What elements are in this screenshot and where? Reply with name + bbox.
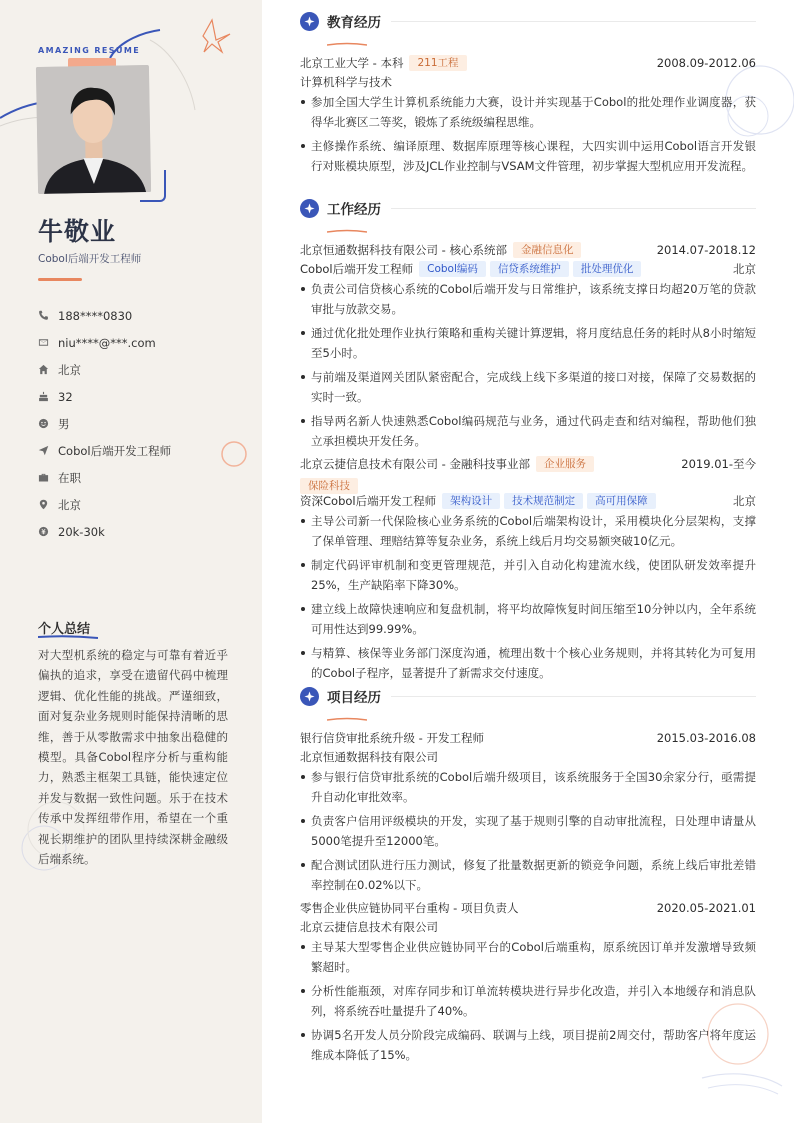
avatar-illustration [36, 65, 151, 194]
skill-tag: 架构设计 [442, 493, 500, 509]
candidate-job-title: Cobol后端开发工程师 [38, 253, 142, 265]
title-accent-bar [38, 278, 82, 281]
job-date: 2014.07-2018.12 [656, 243, 756, 258]
list-item: 配合测试团队进行压力测试，修复了批量数据更新的锁竞争问题，系统上线后审批差错率控制在0.02%以下。 [300, 855, 756, 895]
summary-underline [38, 635, 98, 639]
heading-underline [327, 717, 367, 722]
projects-section [300, 685, 756, 1069]
project-org-row [300, 918, 756, 937]
list-item: 参与银行信贷审批系统的Cobol后端升级项目，该系统服务于全国30余家分行，亟需提升自动化审批效率。 [300, 767, 756, 807]
job-entry [300, 241, 756, 451]
industry-tag: 保险科技 [300, 478, 358, 494]
work-heading: 工作经历 [327, 202, 381, 218]
project-date: 2020.05-2021.01 [656, 901, 756, 916]
education-bullets [300, 92, 756, 176]
job-bullets [300, 279, 756, 451]
list-item: 指导两名新人快速熟悉Cobol编码规范与业务，通过代码走查和结对编程，帮助他们独立承担模块开发任务。 [300, 411, 756, 451]
project-name: 零售企业供应链协同平台重构 - 项目负责人 [300, 901, 519, 916]
heading-underline [327, 42, 367, 47]
industry-tag: 企业服务 [536, 456, 594, 472]
phone-icon [38, 310, 49, 321]
info-gender [38, 410, 171, 437]
brand-label: AMAZING RESUME [38, 46, 141, 55]
education-major-row [300, 73, 756, 92]
mail-icon [38, 337, 49, 348]
job-city: 北京 [733, 261, 756, 276]
list-item: 建立线上故障快速响应和复盘机制，将平均故障恢复时间压缩至10分钟以内，全年系统可用性达到99.99%。 [300, 599, 756, 639]
info-target-job [38, 437, 171, 464]
job-bullets [300, 511, 756, 683]
industry-tag-row [296, 474, 756, 492]
profile-photo [36, 65, 151, 194]
skill-tag: 信贷系统维护 [490, 261, 569, 277]
project-entry [300, 899, 756, 1065]
job-date: 2019.01-至今 [681, 457, 756, 472]
info-text: 32 [58, 389, 73, 404]
section-header [300, 685, 756, 707]
education-header-row [300, 54, 756, 73]
info-text: 男 [58, 416, 70, 431]
contact-info-list [38, 302, 171, 545]
project-entry [300, 729, 756, 895]
job-role-row [300, 260, 756, 279]
person-icon [38, 418, 49, 429]
sidebar [0, 0, 262, 1123]
job-role-row [300, 492, 756, 511]
project-bullets [300, 937, 756, 1065]
project-header-row [300, 899, 756, 918]
list-item: 分析性能瓶颈，对库存同步和订单流转模块进行异步化改造，并引入本地缓存和消息队列，将系统吞吐量提升了40%。 [300, 981, 756, 1021]
info-text: Cobol后端开发工程师 [58, 443, 172, 458]
send-icon [38, 445, 49, 456]
school-name: 北京工业大学 - 本科 [300, 56, 404, 71]
info-phone [38, 302, 171, 329]
money-icon [38, 526, 49, 537]
list-item: 负责客户信用评级模块的开发，实现了基于规则引擎的自动审批流程，日处理申请量从5000笔提升至12000笔。 [300, 811, 756, 851]
job-entry [300, 455, 756, 683]
list-item: 主导某大型零售企业供应链协同平台的Cobol后端重构，原系统因订单并发激增导致频繁超时。 [300, 937, 756, 977]
summary-heading: 个人总结 [38, 622, 91, 637]
info-text: 20k-30k [58, 524, 105, 539]
home-icon [38, 364, 49, 375]
education-heading: 教育经历 [327, 15, 381, 31]
info-text: 在职 [58, 470, 81, 485]
section-header [300, 197, 756, 219]
sparkle-icon [300, 199, 319, 218]
list-item: 与前端及渠道网关团队紧密配合，完成线上线下多渠道的接口对接，保障了交易数据的实时一致。 [300, 367, 756, 407]
section-header [300, 10, 756, 32]
section-divider [391, 208, 756, 209]
list-item: 通过优化批处理作业执行策略和重构关键计算逻辑，将月度结息任务的耗时从8小时缩短至5小时。 [300, 323, 756, 363]
summary-text: 对大型机系统的稳定与可靠有着近乎偏执的追求，享受在遗留代码中梳理逻辑、优化性能的挑战。严谨细致，面对复杂业务规则时能保持清晰的思维，善于从零散需求中抽象出稳健的模型。具备Cobol程序分析与重构能力，熟悉主框架工具链，能快速定位并发与数据一致性问题。乐于在技术传承中发挥纽带作用，希望在一个重视长期维护的团队里持续深耕金融级后端系统。 [38, 648, 228, 867]
info-text: 北京 [58, 497, 81, 512]
education-section [300, 10, 756, 180]
photo-corner-decoration [140, 170, 166, 202]
info-text: niu****@***.com [58, 335, 156, 350]
project-org: 北京云捷信息技术有限公司 [300, 919, 438, 934]
job-city: 北京 [733, 493, 756, 508]
company-name: 北京云捷信息技术有限公司 - 金融科技事业部 [300, 457, 530, 472]
location-pin-icon [38, 499, 49, 510]
project-bullets [300, 767, 756, 895]
list-item: 负责公司信贷核心系统的Cobol后端开发与日常维护，该系统支撑日均超20万笔的贷款审批与放款交易。 [300, 279, 756, 319]
info-salary [38, 518, 171, 545]
main-content [262, 0, 794, 1123]
job-role: Cobol后端开发工程师 [300, 261, 414, 276]
info-age [38, 383, 171, 410]
heading-underline [327, 229, 367, 234]
industry-tag: 金融信息化 [513, 242, 582, 258]
list-item: 参加全国大学生计算机系统能力大赛，设计并实现基于Cobol的批处理作业调度器，获得华北赛区二等奖，锻炼了系统级编程思维。 [300, 92, 756, 132]
list-item: 主导公司新一代保险核心业务系统的Cobol后端架构设计，采用模块化分层架构，支撑了保单管理、理赔结算等复杂业务，系统上线后月均交易额突破10亿元。 [300, 511, 756, 551]
briefcase-icon [38, 472, 49, 483]
job-header-row [300, 241, 756, 260]
section-divider [391, 696, 756, 697]
major: 计算机科学与技术 [300, 74, 392, 89]
list-item: 制定代码评审机制和变更管理规范，并引入自动化构建流水线，使团队研发效率提升25%，生产缺陷率下降30%。 [300, 555, 756, 595]
project-date: 2015.03-2016.08 [656, 731, 756, 746]
projects-heading: 项目经历 [327, 690, 381, 706]
job-role: 资深Cobol后端开发工程师 [300, 493, 437, 508]
list-item: 协调5名开发人员分阶段完成编码、联调与上线，项目提前2周交付，帮助客户将年度运维成本降低了15%。 [300, 1025, 756, 1065]
info-text: 北京 [58, 362, 81, 377]
skill-tag: Cobol编码 [419, 261, 486, 277]
company-name: 北京恒通数据科技有限公司 - 核心系统部 [300, 243, 507, 258]
info-city [38, 356, 171, 383]
skill-tag: 高可用保障 [587, 493, 656, 509]
project-name: 银行信贷审批系统升级 - 开发工程师 [300, 731, 484, 746]
skill-tag: 批处理优化 [573, 261, 642, 277]
list-item: 与精算、核保等业务部门深度沟通，梳理出数十个核心业务规则，并将其转化为可复用的Cobol子程序，显著提升了新需求交付速度。 [300, 643, 756, 683]
info-text: 188****0830 [58, 308, 133, 323]
info-status [38, 464, 171, 491]
education-date: 2008.09-2012.06 [656, 56, 756, 71]
candidate-name: 牛敬业 [38, 217, 117, 246]
info-email [38, 329, 171, 356]
project-org-row [300, 748, 756, 767]
cake-icon [38, 391, 49, 402]
work-section [300, 197, 756, 687]
sparkle-icon [300, 12, 319, 31]
info-location [38, 491, 171, 518]
job-header-row [300, 455, 756, 474]
project-org: 北京恒通数据科技有限公司 [300, 749, 438, 764]
project-header-row [300, 729, 756, 748]
sparkle-icon [300, 687, 319, 706]
skill-tag: 技术规范制定 [504, 493, 583, 509]
list-item: 主修操作系统、编译原理、数据库原理等核心课程，大四实训中运用Cobol语言开发银行对账模块原型，涉及JCL作业控制与VSAM文件管理，初步掌握大型机应用开发流程。 [300, 136, 756, 176]
school-tag: 211工程 [409, 55, 466, 71]
section-divider [391, 21, 756, 22]
